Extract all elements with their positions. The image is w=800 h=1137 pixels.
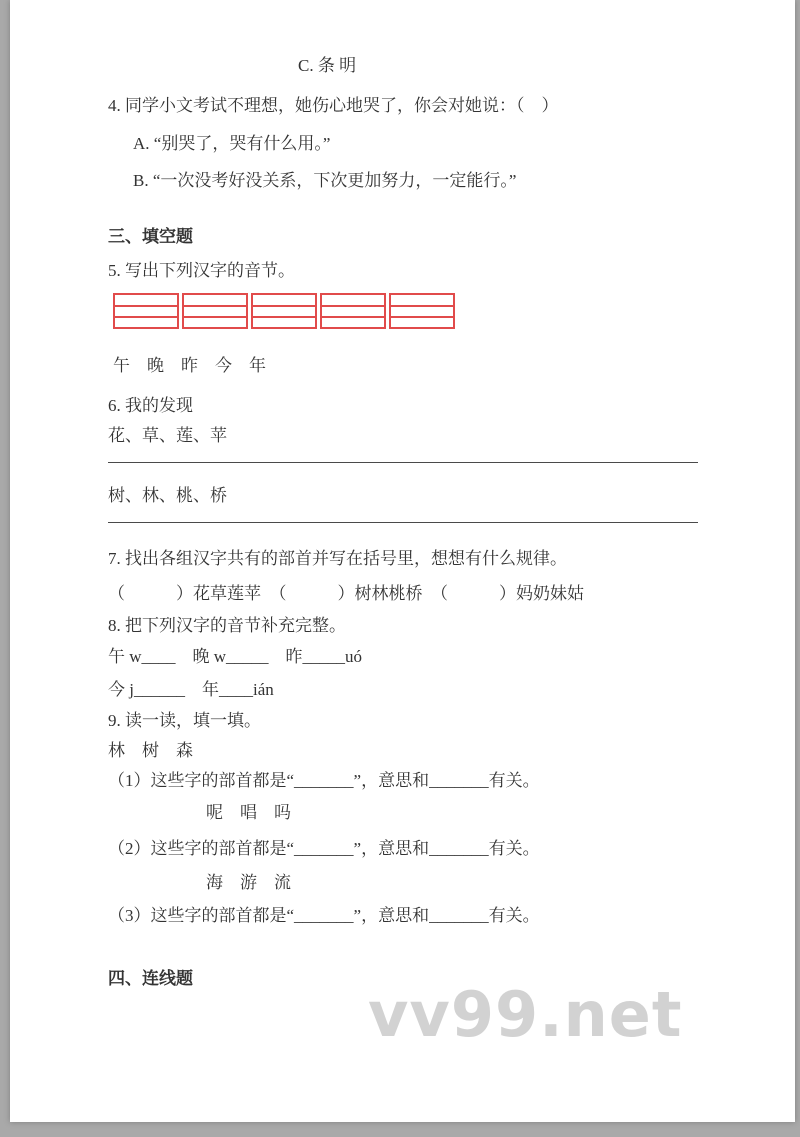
question-4-stem: 4. 同学小文考试不理想，她伤心地哭了，你会对她说：（ ）	[108, 96, 559, 115]
question-8-stem: 8. 把下列汉字的音节补充完整。	[108, 616, 346, 635]
pinyin-grid-box	[251, 293, 317, 329]
question-9-item-3: （3）这些字的部首都是“_______”，意思和_______有关。	[108, 906, 540, 925]
question-5-characters: 午 晚 昨 今 年	[113, 356, 266, 375]
pinyin-grid-box	[113, 293, 179, 329]
question-8-line-1: 午 w____ 晚 w_____ 昨_____uó	[108, 647, 363, 666]
question-7-answer-line: （ ）花草莲苹 （ ）树林桃桥 （ ）妈奶妹姑	[108, 584, 584, 603]
question-8-line-2: 今 j______ 年____ián	[108, 680, 274, 699]
section-heading-matching: 四、连线题	[108, 969, 193, 988]
question-5-stem: 5. 写出下列汉字的音节。	[108, 261, 295, 280]
question-7-stem: 7. 找出各组汉字共有的部首并写在括号里，想想有什么规律。	[108, 549, 567, 568]
question-4-option-a: A. “别哭了，哭有什么用。”	[133, 134, 331, 153]
question-9-item-2: （2）这些字的部首都是“_______”，意思和_______有关。	[108, 839, 540, 858]
document-page	[10, 0, 795, 1122]
question-9-group-3: 海 游 流	[206, 873, 291, 892]
question-6-group-2: 树、林、桃、桥	[108, 486, 227, 505]
pinyin-grid-box	[389, 293, 455, 329]
question-4-option-b: B. “一次没考好没关系，下次更加努力，一定能行。”	[133, 171, 517, 190]
pinyin-grid-box	[320, 293, 386, 329]
question-6-group-1: 花、草、莲、苹	[108, 426, 227, 445]
question-9-group-1: 林 树 森	[108, 741, 193, 760]
option-c: C. 条 明	[298, 56, 357, 75]
pinyin-grid-box	[182, 293, 248, 329]
question-6-stem: 6. 我的发现	[108, 396, 193, 415]
section-heading-fill-blank: 三、填空题	[108, 227, 193, 246]
answer-line	[108, 462, 698, 463]
question-9-item-1: （1）这些字的部首都是“_______”，意思和_______有关。	[108, 771, 540, 790]
pinyin-grid	[113, 293, 455, 329]
answer-line	[108, 522, 698, 523]
question-9-group-2: 呢 唱 吗	[206, 803, 291, 822]
question-9-stem: 9. 读一读，填一填。	[108, 711, 261, 730]
watermark: vv99.net	[368, 978, 683, 1051]
